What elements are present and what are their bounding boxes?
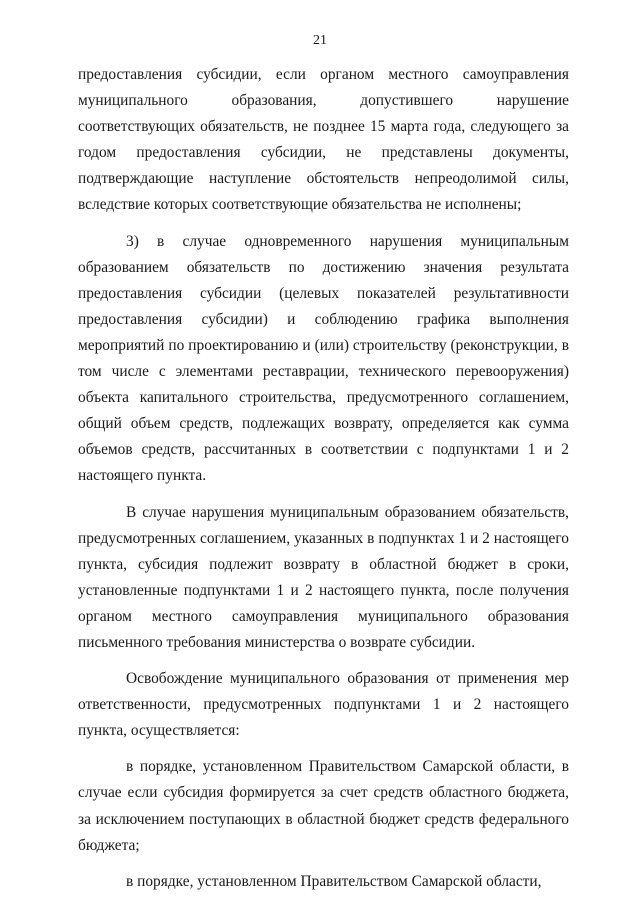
- paragraph-exemption: Освобождение муниципального образования от применения мер ответственности, предусмотренных подпунктами 1 и 2 настоящего пункта, осуществляется:: [78, 670, 569, 740]
- paragraph-continuation: предоставления субсидии, если органом местного самоуправления муниципального образования, допустившего нарушение соответствующих обязательств, не позднее 15 марта года, следующего за годом предоставления субсидии, не представлены документы, подтверждающие наступление обстоятельств непреодолимой силы, вследствие которых соответствующие обязательства не исполнены;: [78, 66, 569, 214]
- paragraph-violation: В случае нарушения муниципальным образованием обязательств, предусмотренных соглашением, указанных в подпунктах 1 и 2 настоящего пункта, субсидия подлежит возврату в областной бюджет в сроки, установленные подпунктами 1 и 2 настоящего пункта, после получения органом местного самоуправления муниципального образования письменного требования министерства о возврате субсидии.: [78, 503, 569, 651]
- document-body: [78, 62, 569, 895]
- page-number: 21: [313, 33, 327, 48]
- paragraph-procedure-regional: в порядке, установленном Правительством Самарской области, в случае если субсидия формируется за счет средств областного бюджета, за исключением поступающих в областной бюджет средств федерального бюджета;: [78, 758, 569, 854]
- paragraph-item-3: 3) в случае одновременного нарушения муниципальным образованием обязательств по достижению значения результата предоставления субсидии (целевых показателей результативности предоставления субсидии) и соблюдению графика выполнения мероприятий по проектированию и (или) строительству (реконструкции, в том числе с элементами реставрации, технического перевооружения) объекта капитального строительства, предусмотренного соглашением, общий объем средств, подлежащих возврату, определяется как сумма объемов средств, рассчитанных в соответствии с подпунктами 1 и 2 настоящего пункта.: [78, 232, 569, 485]
- paragraph-procedure-continued: в порядке, установленном Правительством Самарской области,: [126, 872, 542, 890]
